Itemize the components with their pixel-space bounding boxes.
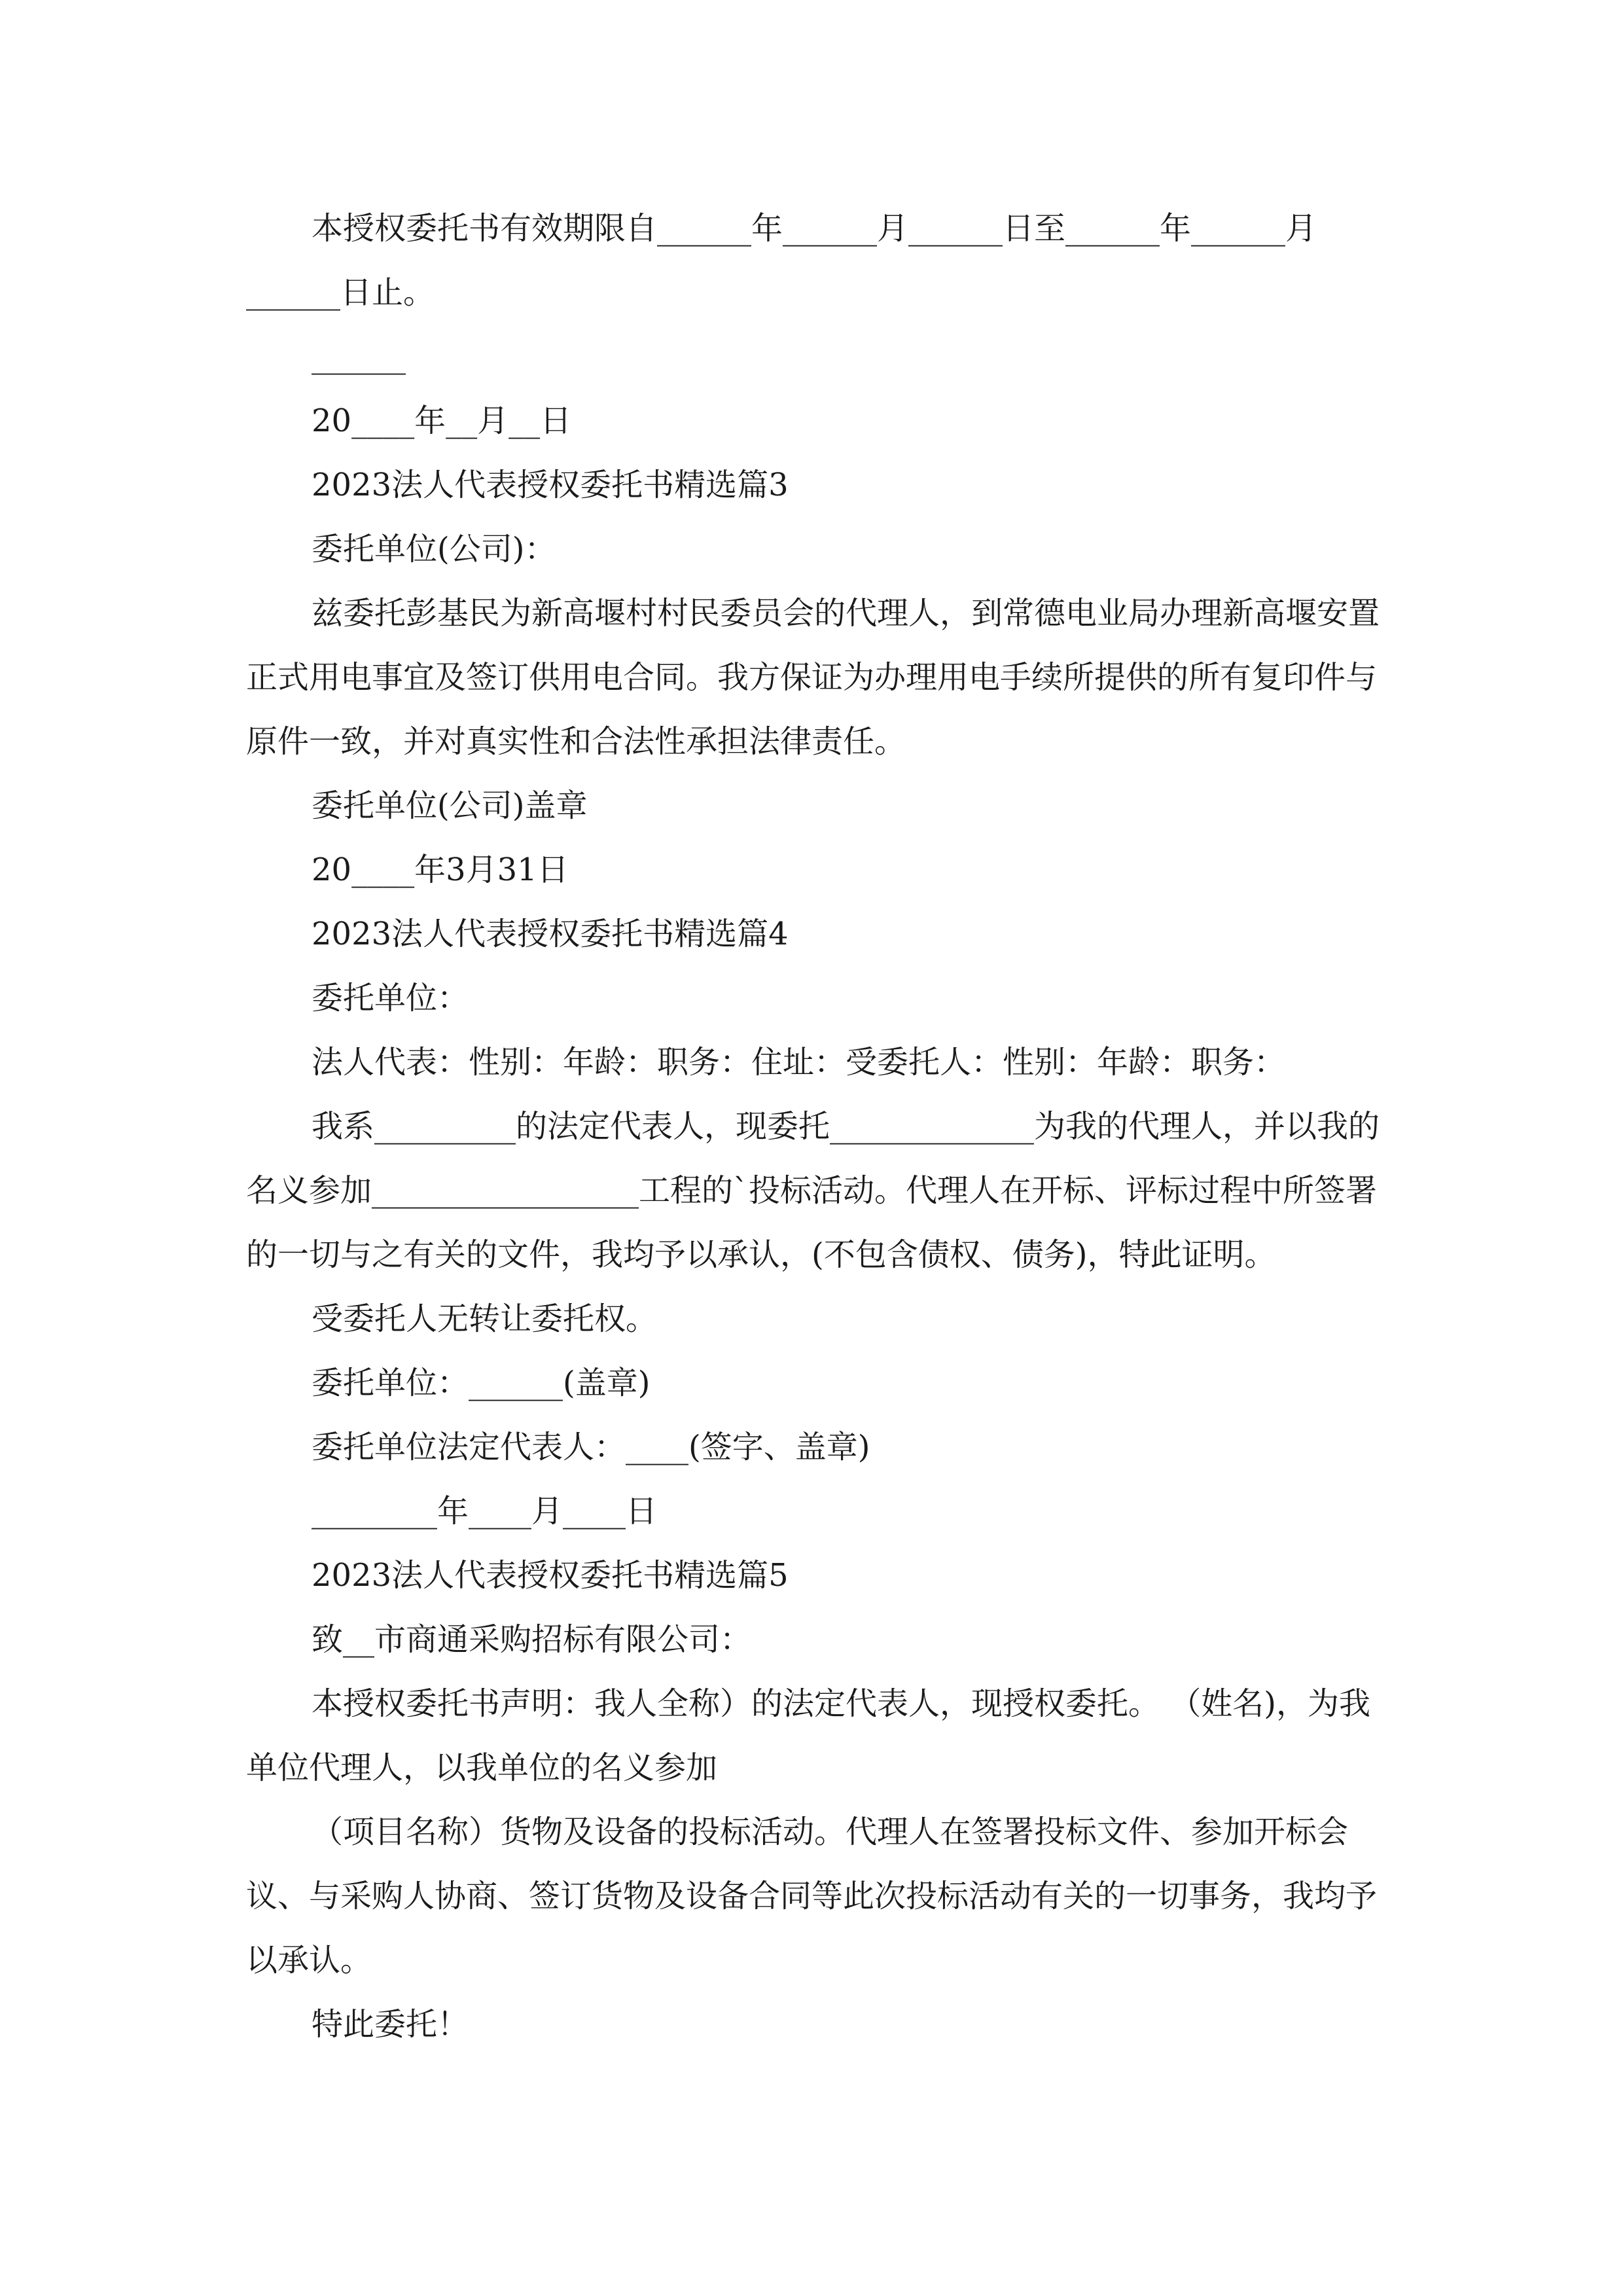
- signature-blank: ______: [312, 338, 406, 375]
- project-activity-body: （项目名称）货物及设备的投标活动。代理人在签署投标文件、参加开标会议、与采购人协商、签订货物及设备合同等此次投标活动有关的一切事务，我均予以承认。: [246, 1814, 1378, 1979]
- section-title-5: 2023法人代表授权委托书精选篇5: [312, 1557, 789, 1594]
- date-line-4: ________年____月____日: [312, 1493, 658, 1530]
- validity-period-line: 本授权委托书有效期限自______年______月______日至______年______月: [312, 210, 1317, 247]
- entrustment-body-4: 我系_________的法定代表人，现委托_____________为我的代理人，并以我的名义参加_________________工程的`投标活动。代理人在开标、评标过程中所签署的一切与之有关的文件，我均予以承认，(不包含债权、债务)，特此证明。: [246, 1108, 1380, 1273]
- declaration-line: 本授权委托书声明：我人全称）的法定代表人，现授权委托。 （姓名)，为我单位代理人，以我单位的名义参加: [246, 1685, 1370, 1786]
- closing-line: 特此委托！: [312, 2006, 469, 2043]
- addressee-line: 致__市商通采购招标有限公司：: [312, 1621, 752, 1658]
- unit-seal-line: 委托单位：______(盖章): [312, 1365, 651, 1401]
- entrusting-unit-label-4: 委托单位：: [312, 980, 469, 1016]
- representative-info-line: 法人代表：性别：年龄：职务：住址：受委托人：性别：年龄：职务：: [312, 1044, 1286, 1081]
- no-transfer-line: 受委托人无转让委托权。: [312, 1300, 658, 1337]
- entrusting-unit-label: 委托单位(公司)：: [312, 531, 556, 567]
- legal-rep-sign-line: 委托单位法定代表人：____(签字、盖章): [312, 1429, 870, 1465]
- entrustment-body-3: 兹委托彭基民为新高堰村村民委员会的代理人，到常德电业局办理新高堰安置正式用电事宜及签订供用电合同。我方保证为办理用电手续所提供的所有复印件与原件一致，并对真实性和合法性承担法律责任。: [246, 595, 1380, 760]
- section-title-4: 2023法人代表授权委托书精选篇4: [312, 916, 789, 952]
- document-body: [246, 196, 1398, 2056]
- date-line: 20____年__月__日: [312, 403, 572, 439]
- seal-line: 委托单位(公司)盖章: [312, 787, 588, 824]
- date-line-3: 20____年3月31日: [312, 852, 569, 888]
- validity-period-end: ______日止。: [246, 274, 435, 311]
- section-title-3: 2023法人代表授权委托书精选篇3: [312, 467, 789, 503]
